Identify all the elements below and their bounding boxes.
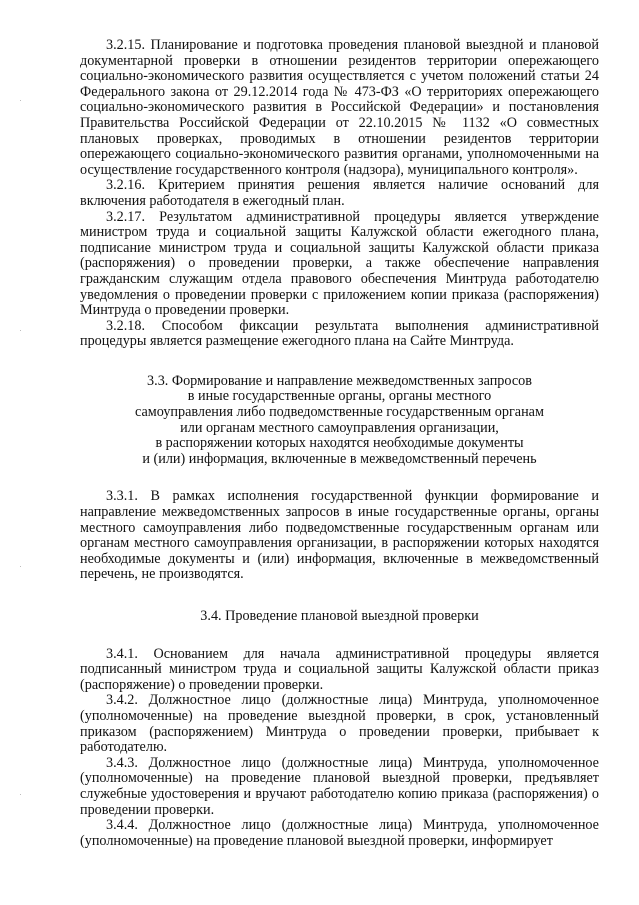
paragraph-3-4-4: 3.4.4. Должностное лицо (должностные лица) Минтруда, уполномоченное (уполномоченные) на проведение плановой выездной проверки, информирует <box>80 817 599 849</box>
heading-line: и (или) информация, включенные в межведомственный перечень <box>142 450 537 467</box>
heading-line: самоуправления либо подведомственные государственным органам <box>135 404 544 421</box>
document-page <box>80 38 599 849</box>
heading-line: 3.4. Проведение плановой выездной проверки <box>200 608 479 624</box>
heading-line: или органам местного самоуправления организации, <box>180 419 499 436</box>
heading-line: в иные государственные органы, органы местного <box>187 388 492 405</box>
section-3-4-heading <box>80 609 599 625</box>
paragraph-3-2-17: 3.2.17. Результатом административной процедуры является утверждение министром труда и социальной защиты Калужской области ежегодного плана, подписание министром труда и социальной защиты Калужской области приказа (распоряжения) о проведении проверки, а также обеспечение направления гражданским служащим отдела правового обеспечения Минтруда работодателю уведомления о проведении проверки с приложением копии приказа (распоряжения) Минтруда о проведении проверки. <box>80 208 599 319</box>
paragraph-3-4-3: 3.4.3. Должностное лицо (должностные лица) Минтруда, уполномоченное (уполномоченные) на проведение плановой выездной проверки, предъявляет служебные удостоверения и вручают работодателю копию приказа (распоряжения) о проведении проверки. <box>80 754 599 818</box>
paragraph-3-3-1: 3.3.1. В рамках исполнения государственной функции формирование и направление межведомственных запросов в иные государственные органы, органы местного самоуправления либо подведомственные государственным органам или органам местного самоуправления организации, в распоряжении которых находятся необходимые документы и (или) информация, включенные в межведомственный перечень, не производятся. <box>80 488 599 583</box>
paragraph-3-4-2: 3.4.2. Должностное лицо (должностные лица) Минтруда, уполномоченное (уполномоченные) на проведение выездной проверки, в срок, установленный приказом (распоряжением) Минтруда о проведении проверки, прибывает к работодателю. <box>80 692 599 756</box>
scan-speck <box>20 794 21 795</box>
paragraph-3-2-16: 3.2.16. Критерием принятия решения является наличие оснований для включения работодателя в ежегодный план. <box>80 177 599 209</box>
section-3-3-heading <box>80 374 599 468</box>
paragraph-3-4-1: 3.4.1. Основанием для начала административной процедуры является подписанный министром труда и социальной защиты Калужской области приказ (распоряжение) о проведении проверки. <box>80 645 599 693</box>
heading-line: в распоряжении которых находятся необходимые документы <box>155 435 524 452</box>
scan-speck <box>20 100 21 101</box>
scan-speck <box>20 330 21 331</box>
scan-speck <box>20 566 21 567</box>
paragraph-3-2-15: 3.2.15. Планирование и подготовка проведения плановой выездной и плановой документарной проверки в отношении резидентов территории опережающего социально-экономического развития осуществляется с учетом положений статьи 24 Федерального закона от 29.12.2014 года № 473-ФЗ «О территориях опережающего социально-экономического развития в Российской Федерации» и постановления Правительства Российской Федерации от 22.10.2015 № 1132 «О совместных плановых проверках, проводимых в отношении резидентов территории опережающего социально-экономического развития органами, уполномоченными на осуществление государственного контроля (надзора), муниципального контроля». <box>80 37 599 178</box>
heading-line: 3.3. Формирование и направление межведомственных запросов <box>147 372 532 389</box>
paragraph-3-2-18: 3.2.18. Способом фиксации результата выполнения административной процедуры является размещение ежегодного плана на Сайте Минтруда. <box>80 317 599 350</box>
